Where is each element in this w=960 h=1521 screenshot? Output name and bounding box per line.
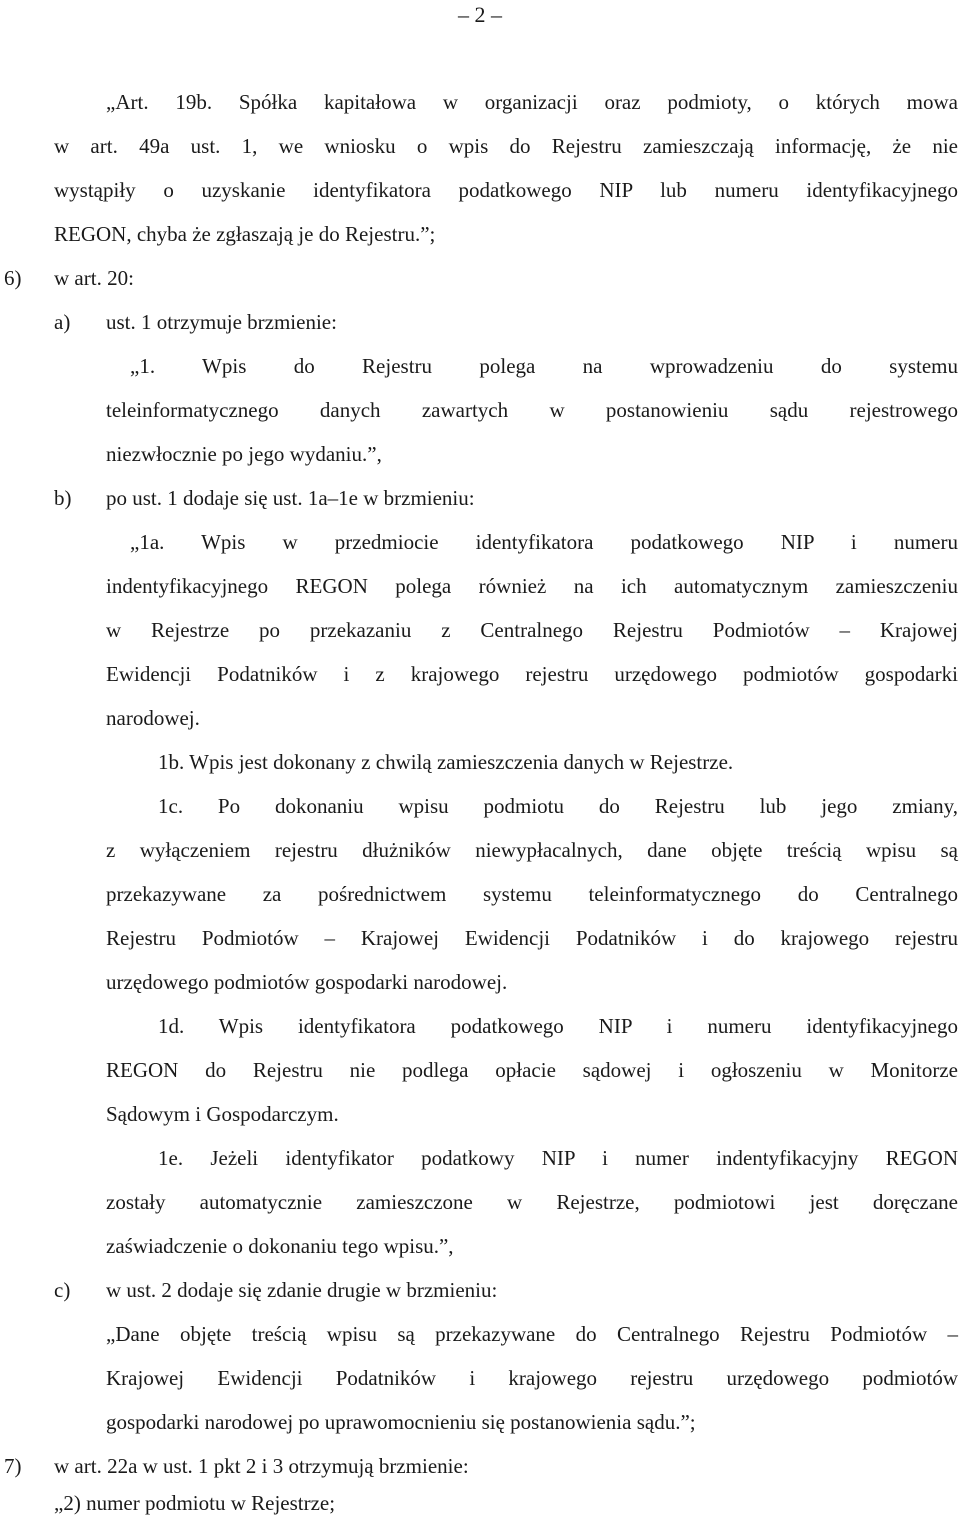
text-line: 1d. Wpis identyfikatora podatkowego NIP i numeru identyfikacyjnego bbox=[158, 1014, 958, 1038]
page-number: – 2 – bbox=[458, 2, 502, 27]
subitem-label: b) bbox=[54, 486, 72, 510]
text-line: wystąpiły o uzyskanie identyfikatora podatkowego NIP lub numeru identyfikacyjnego bbox=[54, 178, 958, 202]
text-line: w Rejestrze po przekazaniu z Centralnego Rejestru Podmiotów – Krajowej bbox=[106, 618, 958, 642]
text-line: „1a. Wpis w przedmiocie identyfikatora podatkowego NIP i numeru bbox=[130, 530, 958, 554]
text-line: Sądowym i Gospodarczym. bbox=[106, 1102, 339, 1126]
text-line: teleinformatycznego danych zawartych w postanowieniu sądu rejestrowego bbox=[106, 398, 958, 422]
item-text: w art. 22a w ust. 1 pkt 2 i 3 otrzymują brzmienie: bbox=[54, 1454, 469, 1478]
item-label: 6) bbox=[4, 266, 22, 290]
text-line: REGON, chyba że zgłaszają je do Rejestru.”; bbox=[54, 222, 436, 246]
subitem-text: w ust. 2 dodaje się zdanie drugie w brzmieniu: bbox=[106, 1278, 498, 1302]
text-line: niezwłocznie po jego wydaniu.”, bbox=[106, 442, 382, 466]
text-line: w art. 49a ust. 1, we wniosku o wpis do Rejestru zamieszczają informację, że nie bbox=[54, 134, 958, 158]
subitem-text: ust. 1 otrzymuje brzmienie: bbox=[106, 310, 337, 334]
text-line: zaświadczenie o dokonaniu tego wpisu.”, bbox=[106, 1234, 454, 1258]
text-line: „2) numer podmiotu w Rejestrze; bbox=[54, 1491, 336, 1515]
text-line: 1c. Po dokonaniu wpisu podmiotu do Rejestru lub jego zmiany, bbox=[158, 794, 958, 818]
subitem-label: c) bbox=[54, 1278, 71, 1302]
text-line: Krajowej Ewidencji Podatników i krajowego rejestru urzędowego podmiotów bbox=[106, 1366, 958, 1390]
text-line: zostały automatycznie zamieszczone w Rejestrze, podmiotowi jest doręczane bbox=[106, 1190, 958, 1214]
text-line: „1. Wpis do Rejestru polega na wprowadzeniu do systemu bbox=[130, 354, 958, 378]
text-line: „Dane objęte treścią wpisu są przekazywane do Centralnego Rejestru Podmiotów – bbox=[106, 1322, 958, 1346]
text-line: indentyfikacyjnego REGON polega również na ich automatycznym zamieszczeniu bbox=[106, 574, 958, 598]
item-text: w art. 20: bbox=[54, 266, 134, 290]
text-line: REGON do Rejestru nie podlega opłacie sądowej i ogłoszeniu w Monitorze bbox=[106, 1058, 958, 1082]
subitem-text: po ust. 1 dodaje się ust. 1a–1e w brzmieniu: bbox=[106, 486, 475, 510]
text-line: narodowej. bbox=[106, 706, 200, 730]
text-line: gospodarki narodowej po uprawomocnieniu się postanowienia sądu.”; bbox=[106, 1410, 696, 1434]
text-line: „Art. 19b. Spółka kapitałowa w organizacji oraz podmioty, o których mowa bbox=[106, 90, 958, 114]
text-line: Ewidencji Podatników i z krajowego rejestru urzędowego podmiotów gospodarki bbox=[106, 662, 958, 686]
text-line: urzędowego podmiotów gospodarki narodowej. bbox=[106, 970, 508, 994]
text-line: Rejestru Podmiotów – Krajowej Ewidencji Podatników i do krajowego rejestru bbox=[106, 926, 958, 950]
text-line: z wyłączeniem rejestru dłużników niewypłacalnych, dane objęte treścią wpisu są bbox=[106, 838, 958, 862]
text-line: 1b. Wpis jest dokonany z chwilą zamieszczenia danych w Rejestrze. bbox=[158, 750, 734, 774]
item-label: 7) bbox=[4, 1454, 22, 1478]
subitem-label: a) bbox=[54, 310, 71, 334]
text-line: przekazywane za pośrednictwem systemu teleinformatycznego do Centralnego bbox=[106, 882, 958, 906]
text-line: 1e. Jeżeli identyfikator podatkowy NIP i numer indentyfikacyjny REGON bbox=[158, 1146, 958, 1170]
